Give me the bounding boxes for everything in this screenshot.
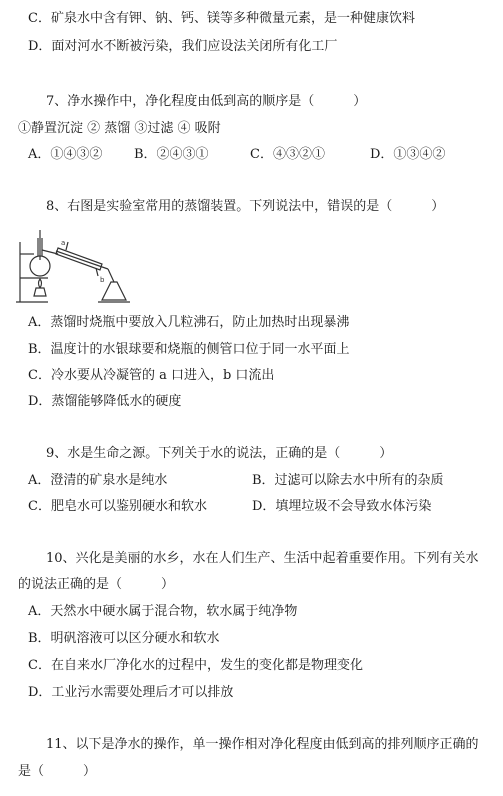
q7-option-b: B．②④③① [134,147,209,162]
q10-stem-line1: 10、兴化是美丽的水乡，水在人们生产、生活中起着重要作用。下列有关水 [46,551,479,566]
figure-label-a: a [61,239,66,247]
q8-option-c: C．冷水要从冷凝管的 a 口进入，b 口流出 [28,368,275,383]
q9-option-b: B．过滤可以除去水中所有的杂质 [252,473,444,488]
q8-option-a: A．蒸馏时烧瓶中要放入几粒沸石，防止加热时出现暴沸 [28,315,350,330]
q7-option-a: A．①④③② [28,147,103,162]
q11-stem-line2: 是（ ） [18,764,97,779]
q10-option-d: D．工业污水需要处理后才可以排放 [28,685,234,700]
q8-stem: 8、右图是实验室常用的蒸馏装置。下列说法中，错误的是（ ） [46,199,445,214]
prev-option-c: C．矿泉水中含有钾、钠、钙、镁等多种微量元素，是一种健康饮料 [28,11,415,26]
figure-label-b: b [100,276,105,284]
q7-stem: 7、净水操作中，净化程度由低到高的顺序是（ ） [46,94,367,109]
q9-stem: 9、水是生命之源。下列关于水的说法，正确的是（ ） [46,446,393,461]
q10-stem-line2: 的说法正确的是（ ） [18,577,175,592]
q10-option-a: A．天然水中硬水属于混合物，软水属于纯净物 [28,604,298,619]
q9-option-a: A．澄清的矿泉水是纯水 [28,473,168,488]
q7-option-d: D．①③④② [370,147,446,162]
q7-option-c: C．④③②① [250,147,325,162]
q10-option-c: C．在自来水厂净化水的过程中，发生的变化都是物理变化 [28,658,363,673]
q7-items: ①静置沉淀 ② 蒸馏 ③过滤 ④ 吸附 [18,121,221,136]
q10-option-b: B．明矾溶液可以区分硬水和软水 [28,631,220,646]
q8-option-b: B．温度计的水银球要和烧瓶的侧管口位于同一水平面上 [28,342,350,357]
q9-option-d: D．填埋垃圾不会导致水体污染 [252,499,432,514]
q11-stem-line1: 11、以下是净水的操作，单一操作相对净化程度由低到高的排列顺序正确的 [46,737,479,752]
distillation-apparatus-figure [14,226,136,306]
q8-option-d: D．蒸馏能够降低水的硬度 [28,394,182,409]
prev-option-d: D．面对河水不断被污染，我们应设法关闭所有化工厂 [28,39,338,54]
q9-option-c: C．肥皂水可以鉴别硬水和软水 [28,499,207,514]
